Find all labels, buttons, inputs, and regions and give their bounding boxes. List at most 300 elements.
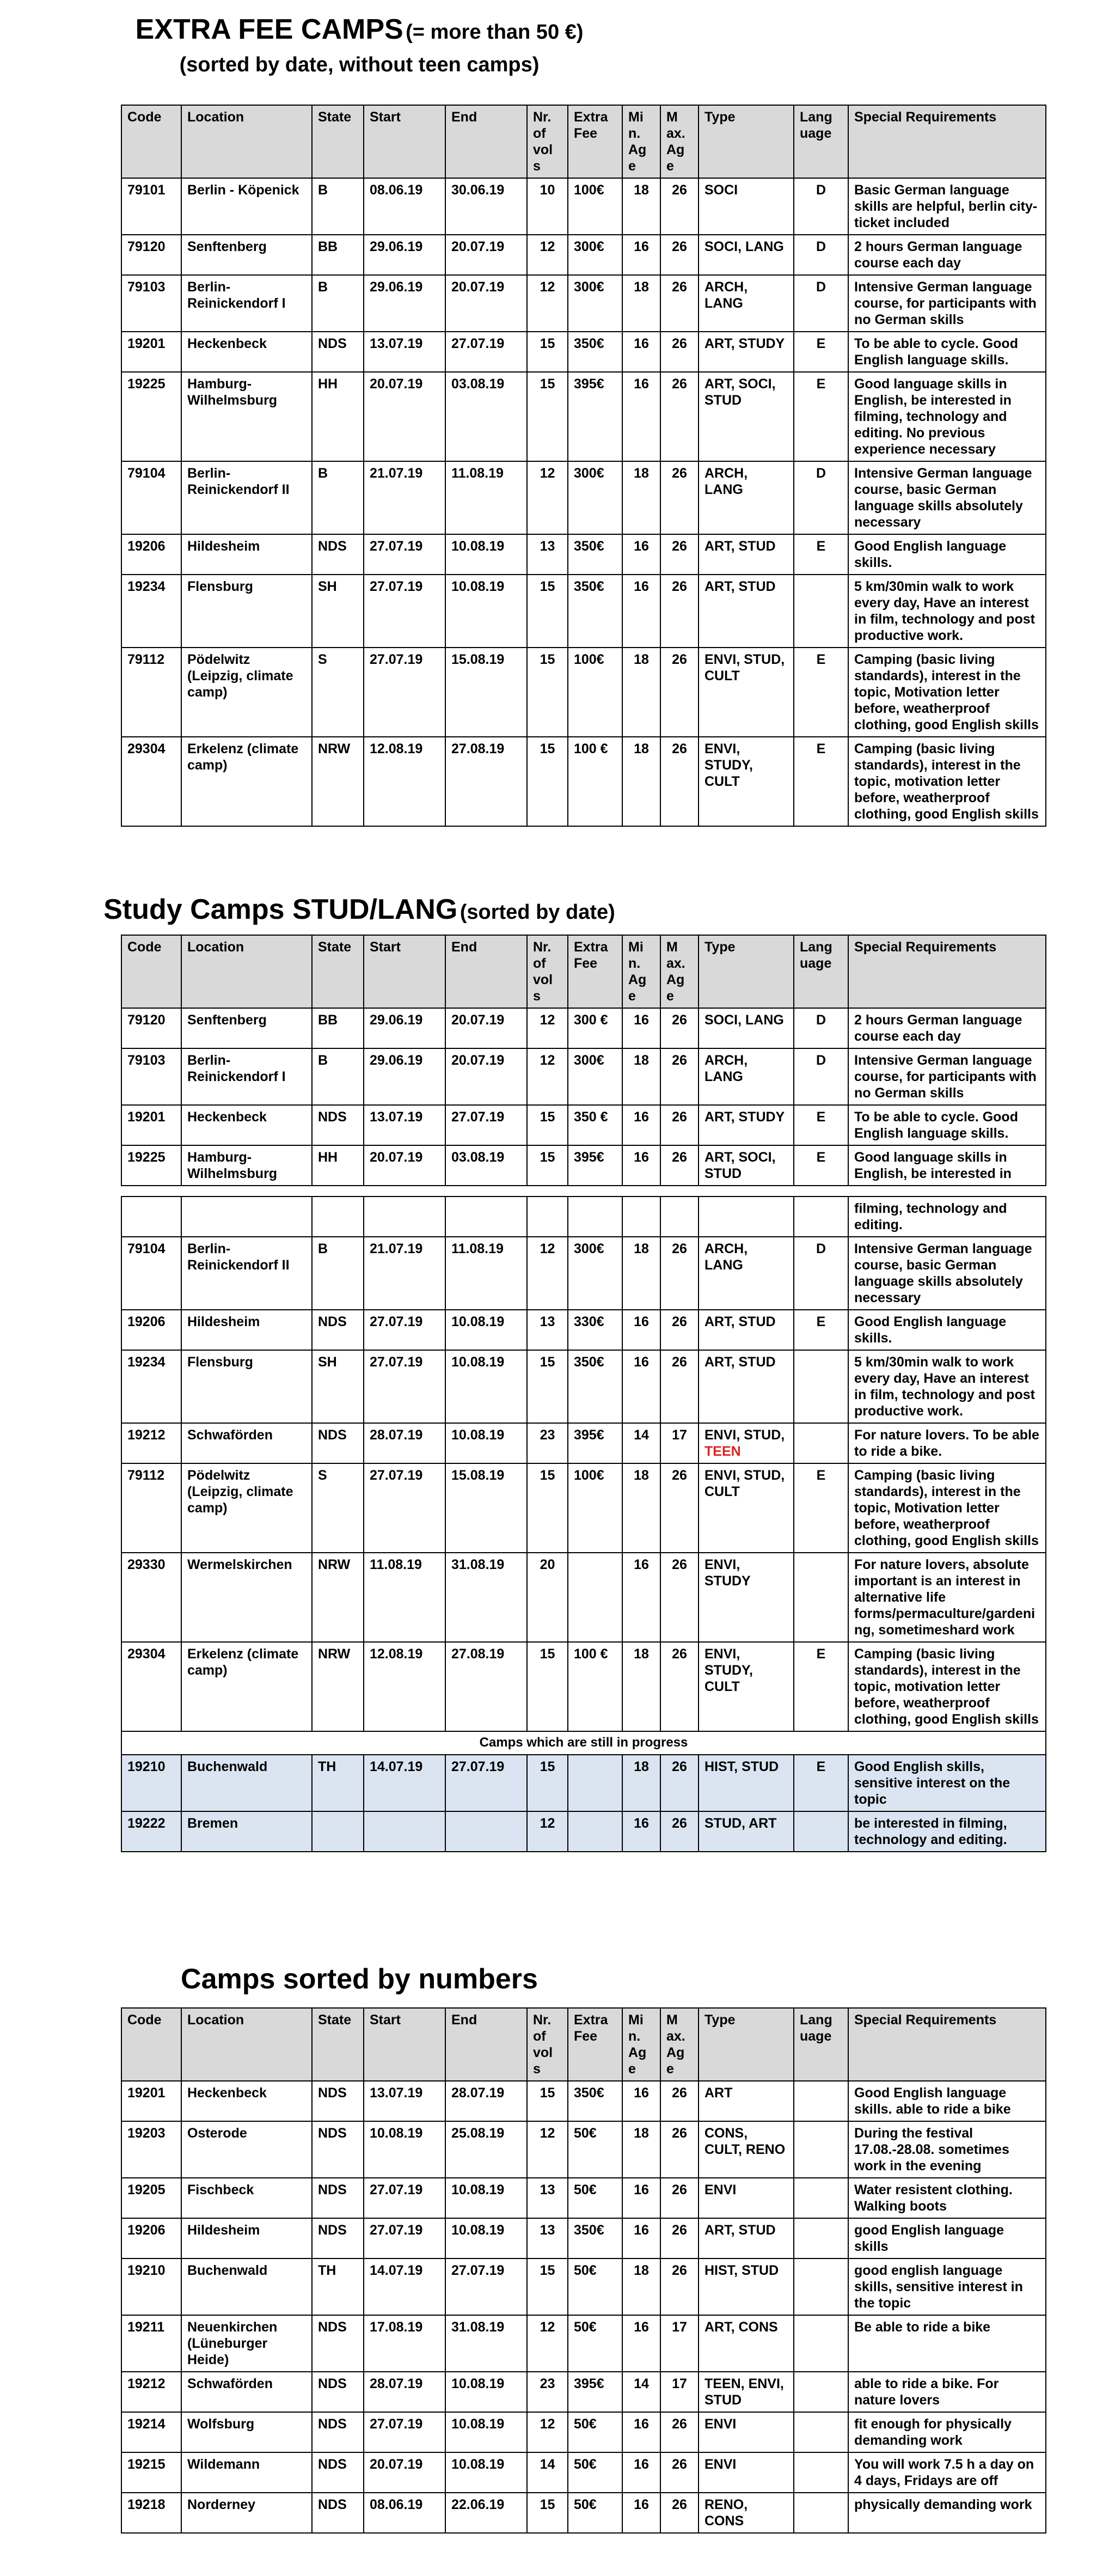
- table-row: [121, 2258, 1046, 2315]
- cell-text: 26: [672, 652, 687, 667]
- cell-code: [121, 1105, 181, 1145]
- cell-code: [121, 575, 181, 648]
- cell-min-age: [622, 2178, 660, 2218]
- cell-start: [364, 648, 445, 737]
- cell-special-requirements: [848, 2218, 1046, 2258]
- cell-extra-fee: [568, 235, 622, 275]
- cell-language: [794, 1350, 848, 1423]
- cell-text: NDS: [318, 2497, 347, 2512]
- cell-volunteers: [527, 332, 568, 372]
- cell-code: [121, 178, 181, 235]
- cell-max-age: [660, 2178, 699, 2218]
- cell-start: [364, 275, 445, 332]
- header-extra-fee: Extra Fee: [568, 935, 622, 1008]
- cell-text: Senftenberg: [187, 239, 267, 254]
- cell-extra-fee: [568, 1310, 622, 1350]
- cell-start: [364, 235, 445, 275]
- cell-text: 27.07.19: [451, 2263, 505, 2278]
- cell-end: [445, 1197, 527, 1237]
- cell-start: [364, 372, 445, 461]
- cell-text: Berlin-Reinickendorf I: [187, 1053, 286, 1084]
- cell-text: E: [816, 1109, 826, 1125]
- cell-end: [445, 1350, 527, 1423]
- cell-type: [699, 648, 794, 737]
- cell-language: [794, 332, 848, 372]
- cell-text: 26: [672, 1053, 687, 1068]
- cell-text: 19206: [127, 1314, 166, 1329]
- header-code: Code: [121, 935, 181, 1008]
- cell-language: [794, 1237, 848, 1310]
- cell-start: [364, 178, 445, 235]
- cell-text: 26: [672, 239, 687, 254]
- cell-max-age: [660, 461, 699, 534]
- cell-text: Good language skills in English, be interested in filming, technology and editing. No previous experience necessary: [854, 376, 1012, 457]
- cell-text: Good English skills, sensitive interest on the topic: [854, 1759, 1010, 1807]
- cell-text: 79112: [127, 1468, 165, 1483]
- cell-extra-fee: [568, 575, 622, 648]
- cell-max-age: [660, 2412, 699, 2452]
- cell-text: 50€: [574, 2263, 597, 2278]
- cell-text: NDS: [318, 336, 347, 351]
- cell-language: [794, 1008, 848, 1048]
- cell-volunteers: [527, 2493, 568, 2533]
- cell-text: RENO, CONS: [704, 2497, 748, 2529]
- cell-language: [794, 575, 848, 648]
- cell-text: 27.07.19: [451, 1109, 505, 1125]
- cell-text: 17: [672, 1427, 687, 1443]
- cell-special-requirements: [848, 737, 1046, 826]
- cell-end: [445, 2121, 527, 2178]
- cell-min-age: [622, 648, 660, 737]
- cell-text: 15.08.19: [451, 1468, 505, 1483]
- study-camps-note: (sorted by date): [460, 901, 615, 924]
- cell-state: [312, 372, 364, 461]
- camps-by-number-title: Camps sorted by numbers: [181, 1963, 538, 1995]
- cell-state: [312, 575, 364, 648]
- cell-volunteers: [527, 1553, 568, 1642]
- cell-end: [445, 461, 527, 534]
- cell-text: 17.08.19: [370, 2319, 423, 2335]
- cell-text: Camping (basic living standards), interest in the topic, motivation letter before, weatherproof clothing, good English skills: [854, 1646, 1039, 1727]
- table-row: [121, 372, 1046, 461]
- cell-text: 19234: [127, 1354, 166, 1370]
- cell-text: 10.08.19: [451, 2457, 505, 2472]
- cell-language: [794, 1423, 848, 1463]
- cell-text: SOCI, LANG: [704, 239, 784, 254]
- header-state: State: [312, 935, 364, 1008]
- cell-text: 2 hours German language course each day: [854, 1012, 1022, 1044]
- cell-extra-fee: [568, 1463, 622, 1553]
- cell-text: To be able to cycle. Good English language skills.: [854, 1109, 1018, 1141]
- cell-text: 26: [672, 466, 687, 481]
- table-row: [121, 275, 1046, 332]
- cell-text: Buchenwald: [187, 1759, 268, 1774]
- cell-start: [364, 1197, 445, 1237]
- cell-special-requirements: [848, 332, 1046, 372]
- table-row: [121, 1048, 1046, 1105]
- cell-text: good english language skills, sensitive interest in the topic: [854, 2263, 1023, 2311]
- cell-text: 16: [634, 1314, 649, 1329]
- cell-end: [445, 1811, 527, 1852]
- cell-location: [181, 737, 312, 826]
- extra-fee-table: [121, 105, 1046, 827]
- cell-text: 19201: [127, 1109, 166, 1125]
- cell-text: 79104: [127, 1241, 166, 1256]
- cell-special-requirements: [848, 2315, 1046, 2372]
- cell-extra-fee: [568, 534, 622, 575]
- cell-location: [181, 1048, 312, 1105]
- cell-min-age: [622, 275, 660, 332]
- cell-text: D: [816, 466, 826, 481]
- cell-type: [699, 534, 794, 575]
- cell-volunteers: [527, 2412, 568, 2452]
- cell-location: [181, 1463, 312, 1553]
- cell-min-age: [622, 1145, 660, 1186]
- cell-text: 26: [672, 2223, 687, 2238]
- cell-text: 26: [672, 1314, 687, 1329]
- cell-min-age: [622, 1463, 660, 1553]
- cell-text: Fischbeck: [187, 2182, 254, 2197]
- cell-code: [121, 275, 181, 332]
- cell-special-requirements: [848, 1145, 1046, 1186]
- cell-special-requirements: [848, 2178, 1046, 2218]
- table-row: [121, 178, 1046, 235]
- in-progress-caption-row: [121, 1731, 1046, 1755]
- cell-text: Water resistent clothing. Walking boots: [854, 2182, 1013, 2214]
- cell-location: [181, 2218, 312, 2258]
- cell-min-age: [622, 332, 660, 372]
- cell-state: [312, 2258, 364, 2315]
- cell-text: able to ride a bike. For nature lovers: [854, 2376, 999, 2408]
- cell-max-age: [660, 2218, 699, 2258]
- cell-text: 17: [672, 2376, 687, 2391]
- cell-code: [121, 737, 181, 826]
- cell-text: NRW: [318, 1557, 351, 1572]
- cell-text: Hamburg-Wilhelmsburg: [187, 376, 278, 408]
- cell-text: Hildesheim: [187, 2223, 260, 2238]
- cell-text: E: [816, 1468, 826, 1483]
- header-location: Location: [181, 2008, 312, 2081]
- cell-location: [181, 2452, 312, 2493]
- cell-text: 15: [540, 336, 555, 351]
- cell-text: E: [816, 1150, 826, 1165]
- cell-end: [445, 1642, 527, 1731]
- cell-start: [364, 1423, 445, 1463]
- cell-text: 14: [540, 2457, 555, 2472]
- table-row: [121, 737, 1046, 826]
- table-row: [121, 534, 1046, 575]
- cell-volunteers: [527, 1197, 568, 1237]
- study-camps-table-continued: [121, 1196, 1046, 1852]
- cell-text: 18: [634, 1468, 649, 1483]
- cell-start: [364, 1642, 445, 1731]
- cell-start: [364, 2121, 445, 2178]
- cell-extra-fee: [568, 1145, 622, 1186]
- cell-min-age: [622, 2258, 660, 2315]
- cell-start: [364, 1105, 445, 1145]
- cell-text: B: [318, 1053, 328, 1068]
- cell-type: [699, 1197, 794, 1237]
- cell-text: 27.07.19: [370, 1314, 423, 1329]
- table-row: [121, 1553, 1046, 1642]
- cell-code: [121, 1310, 181, 1350]
- cell-extra-fee: [568, 1350, 622, 1423]
- cell-start: [364, 1811, 445, 1852]
- cell-max-age: [660, 1755, 699, 1811]
- cell-start: [364, 1008, 445, 1048]
- cell-text: 26: [672, 2457, 687, 2472]
- cell-text: 395€: [574, 1150, 604, 1165]
- cell-state: [312, 2081, 364, 2121]
- cell-text: D: [816, 1241, 826, 1256]
- cell-language: [794, 2121, 848, 2178]
- cell-extra-fee: [568, 2412, 622, 2452]
- header-state: State: [312, 2008, 364, 2081]
- cell-min-age: [622, 2218, 660, 2258]
- cell-start: [364, 575, 445, 648]
- cell-type: [699, 2493, 794, 2533]
- cell-min-age: [622, 461, 660, 534]
- cell-text: 13: [540, 539, 555, 554]
- cell-language: [794, 2218, 848, 2258]
- cell-min-age: [622, 534, 660, 575]
- cell-text: 14: [634, 1427, 649, 1443]
- cell-volunteers: [527, 1048, 568, 1105]
- section2-title: [0, 893, 719, 926]
- cell-text: Buchenwald: [187, 2263, 268, 2278]
- header-min-age: Mi n. Ag e: [622, 2008, 660, 2081]
- cell-text: 31.08.19: [451, 1557, 505, 1572]
- cell-state: [312, 1553, 364, 1642]
- cell-extra-fee: [568, 178, 622, 235]
- cell-text: 19234: [127, 579, 166, 594]
- cell-text: 13.07.19: [370, 336, 423, 351]
- cell-start: [364, 2218, 445, 2258]
- study-camps-table: [121, 935, 1046, 1186]
- table-row: [121, 1755, 1046, 1811]
- cell-min-age: [622, 2081, 660, 2121]
- cell-text: 18: [634, 2126, 649, 2141]
- cell-location: [181, 1237, 312, 1310]
- cell-text: Neuenkirchen (Lüneburger Heide): [187, 2319, 278, 2367]
- cell-text: ART, STUDY: [704, 1109, 785, 1125]
- cell-text: Intensive German language course, for participants with no German skills: [854, 1053, 1037, 1101]
- cell-text: 10.08.19: [451, 579, 505, 594]
- cell-language: [794, 2493, 848, 2533]
- cell-text: ARCH, LANG: [704, 1053, 748, 1084]
- cell-min-age: [622, 1755, 660, 1811]
- cell-code: [121, 1755, 181, 1811]
- cell-special-requirements: [848, 2081, 1046, 2121]
- cell-text: 08.06.19: [370, 182, 423, 198]
- cell-max-age: [660, 1463, 699, 1553]
- cell-text: 27.07.19: [370, 1354, 423, 1370]
- cell-text: 21.07.19: [370, 1241, 423, 1256]
- cell-text: 350€: [574, 579, 604, 594]
- extra-fee-title: EXTRA FEE CAMPS: [135, 14, 403, 45]
- cell-max-age: [660, 575, 699, 648]
- cell-end: [445, 235, 527, 275]
- cell-type: [699, 1310, 794, 1350]
- cell-text: B: [318, 182, 328, 198]
- cell-text: SOCI, LANG: [704, 1012, 784, 1028]
- cell-text: 13: [540, 1314, 555, 1329]
- cell-text: Good language skills in English, be interested in: [854, 1150, 1012, 1181]
- cell-start: [364, 2493, 445, 2533]
- cell-extra-fee: [568, 1197, 622, 1237]
- cell-state: [312, 2218, 364, 2258]
- cell-max-age: [660, 2315, 699, 2372]
- header-max-age: M ax. Ag e: [660, 105, 699, 178]
- cell-text: 19210: [127, 1759, 166, 1774]
- cell-special-requirements: [848, 372, 1046, 461]
- cell-text: 27.07.19: [370, 652, 423, 667]
- cell-text: be interested in filming, technology and editing.: [854, 1815, 1007, 1847]
- cell-text: TH: [318, 1759, 336, 1774]
- cell-start: [364, 737, 445, 826]
- cell-language: [794, 178, 848, 235]
- cell-code: [121, 2218, 181, 2258]
- cell-special-requirements: [848, 2493, 1046, 2533]
- cell-text: 28.07.19: [370, 1427, 423, 1443]
- cell-end: [445, 1145, 527, 1186]
- cell-text: 11.08.19: [451, 1241, 504, 1256]
- cell-type: [699, 737, 794, 826]
- cell-special-requirements: [848, 2121, 1046, 2178]
- cell-volunteers: [527, 2452, 568, 2493]
- cell-location: [181, 178, 312, 235]
- cell-text: 26: [672, 1468, 687, 1483]
- cell-text: 29.06.19: [370, 279, 423, 295]
- cell-start: [364, 2315, 445, 2372]
- cell-text: 13.07.19: [370, 2085, 423, 2101]
- cell-volunteers: [527, 1008, 568, 1048]
- header-end: End: [445, 2008, 527, 2081]
- cell-min-age: [622, 2372, 660, 2412]
- cell-end: [445, 1310, 527, 1350]
- cell-text: 20.07.19: [451, 1012, 505, 1028]
- cell-code: [121, 2452, 181, 2493]
- cell-state: [312, 648, 364, 737]
- cell-min-age: [622, 2412, 660, 2452]
- cell-end: [445, 2258, 527, 2315]
- cell-text: 350 €: [574, 1109, 608, 1125]
- cell-volunteers: [527, 1463, 568, 1553]
- cell-special-requirements: [848, 1642, 1046, 1731]
- cell-text: NRW: [318, 1646, 351, 1662]
- cell-text: 10.08.19: [451, 539, 505, 554]
- cell-extra-fee: [568, 1755, 622, 1811]
- cell-max-age: [660, 1197, 699, 1237]
- cell-min-age: [622, 2452, 660, 2493]
- cell-text: 18: [634, 741, 649, 756]
- cell-text: 22.06.19: [451, 2497, 505, 2512]
- cell-volunteers: [527, 178, 568, 235]
- cell-text: 50€: [574, 2319, 597, 2335]
- cell-volunteers: [527, 1310, 568, 1350]
- cell-text: 20.07.19: [451, 1053, 505, 1068]
- cell-language: [794, 1553, 848, 1642]
- cell-text: 25.08.19: [451, 2126, 505, 2141]
- cell-special-requirements: [848, 1553, 1046, 1642]
- cell-text: 27.07.19: [451, 336, 505, 351]
- cell-text: 16: [634, 1012, 649, 1028]
- cell-text: SOCI: [704, 182, 738, 198]
- cell-text: 15: [540, 376, 555, 392]
- cell-location: [181, 1811, 312, 1852]
- cell-text: NDS: [318, 2223, 347, 2238]
- cell-text: HH: [318, 376, 338, 392]
- cell-language: [794, 737, 848, 826]
- cell-text: 20: [540, 1557, 555, 1572]
- cell-special-requirements: [848, 1755, 1046, 1811]
- cell-code: [121, 1197, 181, 1237]
- cell-code: [121, 372, 181, 461]
- cell-text: 29330: [127, 1557, 166, 1572]
- cell-text: 16: [634, 2416, 649, 2432]
- cell-text: 12: [540, 239, 555, 254]
- cell-text: filming, technology and editing.: [854, 1201, 1007, 1232]
- cell-state: [312, 275, 364, 332]
- cell-language: [794, 1642, 848, 1731]
- cell-extra-fee: [568, 1105, 622, 1145]
- cell-min-age: [622, 178, 660, 235]
- cell-text: Erkelenz (climate camp): [187, 1646, 299, 1678]
- cell-location: [181, 1145, 312, 1186]
- cell-language: [794, 275, 848, 332]
- cell-language: [794, 2452, 848, 2493]
- cell-min-age: [622, 2121, 660, 2178]
- cell-end: [445, 1048, 527, 1105]
- cell-text: 26: [672, 2182, 687, 2197]
- cell-special-requirements: [848, 1310, 1046, 1350]
- cell-volunteers: [527, 2178, 568, 2218]
- cell-text: 15: [540, 1150, 555, 1165]
- cell-location: [181, 1642, 312, 1731]
- cell-language: [794, 2315, 848, 2372]
- cell-max-age: [660, 648, 699, 737]
- cell-location: [181, 2493, 312, 2533]
- cell-text: Be able to ride a bike: [854, 2319, 991, 2335]
- cell-code: [121, 1350, 181, 1423]
- cell-type: [699, 1755, 794, 1811]
- cell-special-requirements: [848, 648, 1046, 737]
- cell-max-age: [660, 2493, 699, 2533]
- cell-location: [181, 1197, 312, 1237]
- cell-start: [364, 461, 445, 534]
- cell-code: [121, 1423, 181, 1463]
- table-row: [121, 2315, 1046, 2372]
- cell-volunteers: [527, 737, 568, 826]
- cell-text: 16: [634, 1109, 649, 1125]
- cell-text: You will work 7.5 h a day on 4 days, Fridays are off: [854, 2457, 1034, 2488]
- extra-fee-note: (= more than 50 €): [406, 21, 584, 44]
- cell-text: CONS, CULT, RENO: [704, 2126, 786, 2157]
- cell-text: Heckenbeck: [187, 336, 267, 351]
- cell-text: D: [816, 239, 826, 254]
- cell-code: [121, 2121, 181, 2178]
- cell-extra-fee: [568, 275, 622, 332]
- cell-text: S: [318, 1468, 327, 1483]
- table-header-row: [121, 105, 1046, 178]
- header-language: Lang uage: [794, 2008, 848, 2081]
- cell-text: HIST, STUD: [704, 2263, 779, 2278]
- cell-text: 26: [672, 1354, 687, 1370]
- cell-end: [445, 2372, 527, 2412]
- table-row: [121, 2412, 1046, 2452]
- cell-text: 79104: [127, 466, 166, 481]
- cell-max-age: [660, 1237, 699, 1310]
